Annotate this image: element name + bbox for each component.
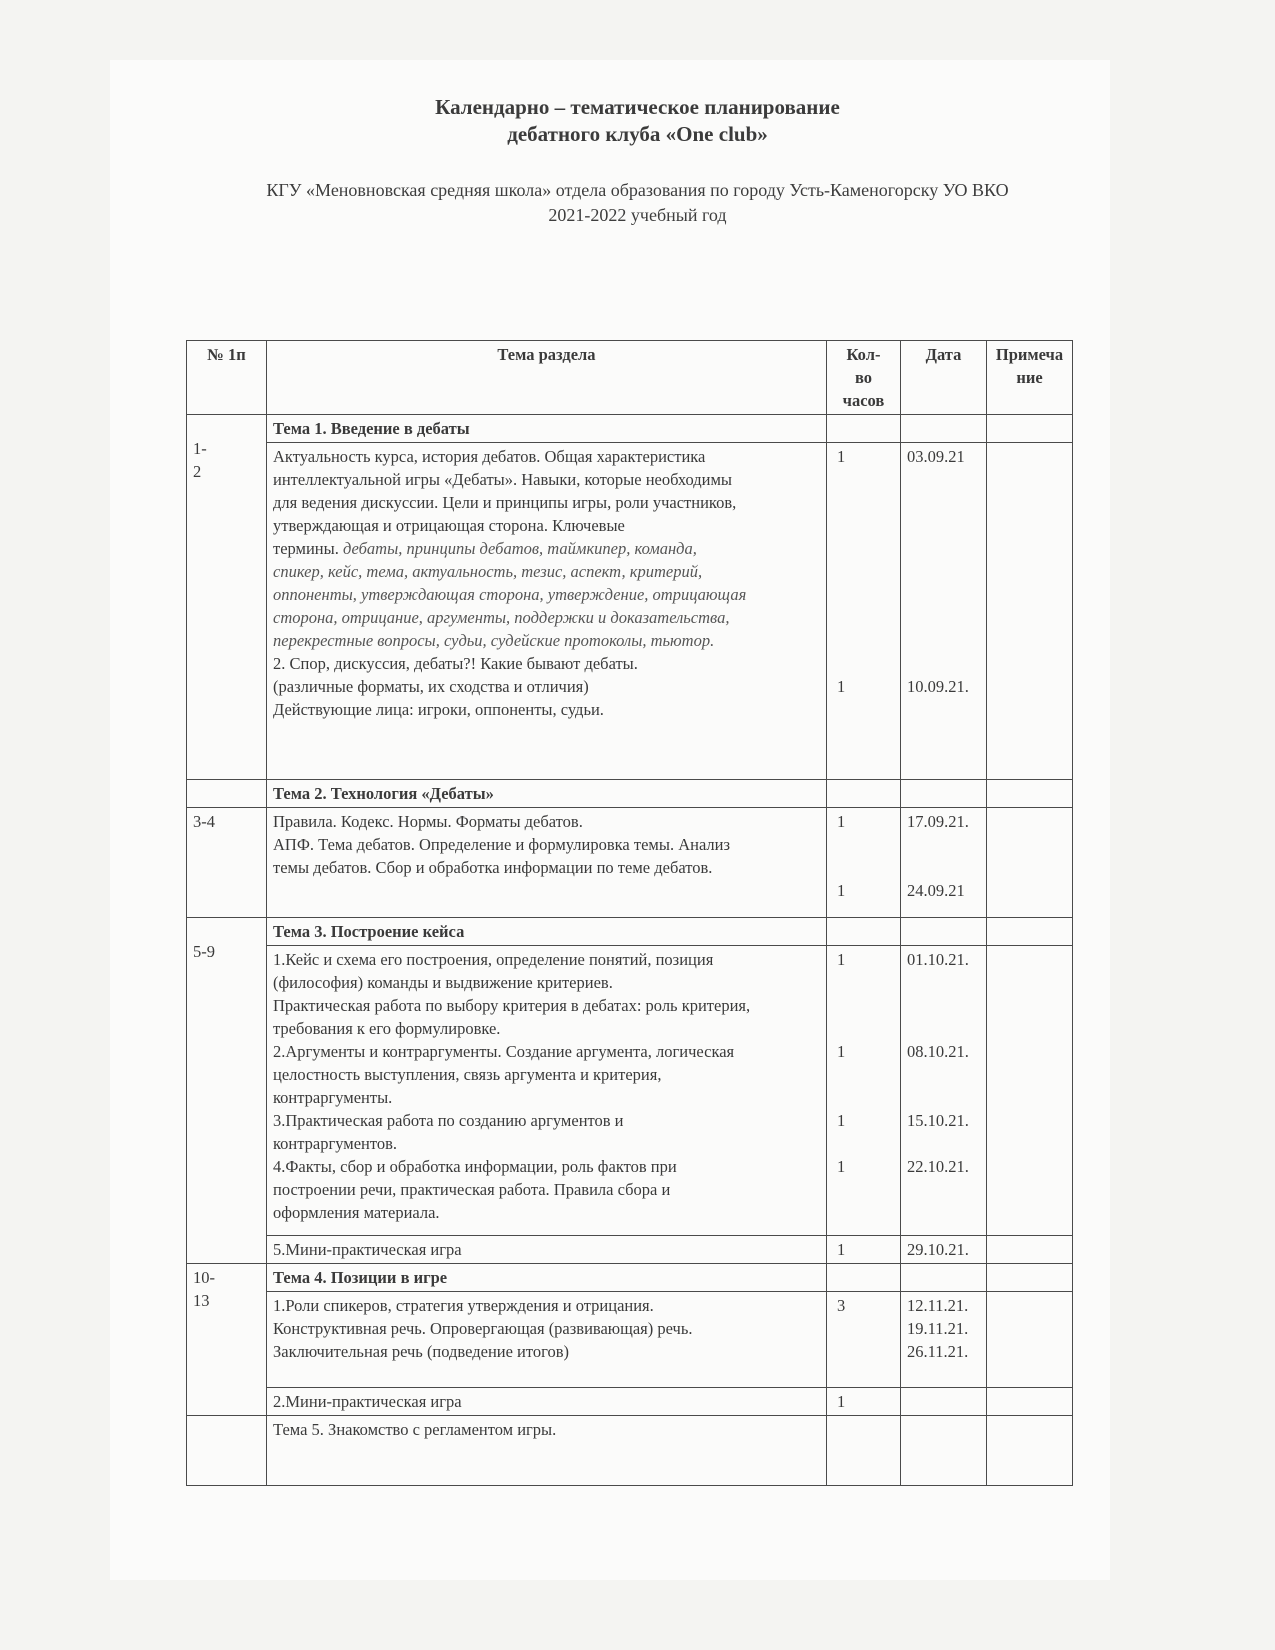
text-line: утверждающая и отрицающая сторона. Ключевые — [273, 516, 625, 535]
title-line-1: Календарно – тематическое планирование — [435, 95, 840, 119]
table-row — [187, 946, 1073, 1236]
text-line: 2.Аргументы и контраргументы. Создание аргумента, логическая — [273, 1042, 735, 1061]
text-line: целостность выступления, связь аргумента и критерия, — [273, 1065, 662, 1084]
text-line: (различные форматы, их сходства и отличия) — [273, 677, 589, 696]
text-line: построении речи, практическая работа. Правила сбора и — [273, 1180, 671, 1199]
date-value: 24.09.21 — [907, 881, 965, 900]
num-10-13-b: 13 — [193, 1291, 210, 1310]
topic-3-note — [987, 946, 1073, 1236]
topic-1-note — [987, 443, 1073, 780]
hours-value: 1 — [837, 881, 846, 900]
section-title-4: Тема 4. Позиции в игре — [267, 1264, 827, 1292]
text-line — [273, 537, 820, 560]
row-num-10-13 — [187, 1264, 267, 1416]
table-row — [187, 443, 1073, 780]
header-topic: Тема раздела — [267, 341, 827, 415]
topic-4-hours: 3 — [827, 1292, 901, 1388]
table-row — [187, 808, 1073, 918]
topic-3-content — [267, 946, 827, 1236]
topic-4-note — [987, 1292, 1073, 1388]
text-line: 2. Спор, дискуссия, дебаты?! Какие бывают дебаты. — [273, 654, 638, 673]
topic-3-dates — [901, 946, 987, 1236]
topic-4-content — [267, 1292, 827, 1388]
date-value: 12.11.21. — [907, 1296, 969, 1315]
topic-2-content — [267, 808, 827, 918]
date-value: 03.09.21 — [907, 447, 965, 466]
topic-4-dates — [901, 1292, 987, 1388]
hours-value: 1 — [827, 1388, 901, 1416]
hours-value: 1 — [837, 1042, 846, 1061]
key-terms: дебаты, принципы дебатов, таймкипер, команда, — [342, 539, 697, 558]
section-row-2 — [187, 780, 1073, 808]
date-value: 01.10.21. — [907, 950, 969, 969]
section-title-1: Тема 1. Введение в дебаты — [267, 415, 827, 443]
text-line: контраргументов. — [273, 1134, 398, 1153]
num-1-2-b: 2 — [193, 462, 202, 481]
section-title-3: Тема 3. Построение кейса — [267, 918, 827, 946]
header-num: № 1п — [187, 341, 267, 415]
date-value: 10.09.21. — [907, 677, 969, 696]
hours-value: 1 — [837, 812, 846, 831]
date-value: 26.11.21. — [907, 1342, 969, 1361]
text-line: оформления материала. — [273, 1203, 440, 1222]
num-1-2-a: 1- — [193, 439, 207, 458]
key-terms-line: спикер, кейс, тема, актуальность, тезис, аспект, критерий, — [273, 562, 703, 581]
header-hours-1: Кол- — [846, 345, 881, 364]
text-line: Правила. Кодекс. Нормы. Форматы дебатов. — [273, 812, 583, 831]
date-value: 15.10.21. — [907, 1111, 969, 1130]
hours-value: 1 — [837, 677, 846, 696]
header-hours-3: часов — [842, 391, 885, 410]
document-title — [0, 94, 1275, 148]
text-line: 3.Практическая работа по созданию аргументов и — [273, 1111, 624, 1130]
table-header-row — [187, 341, 1073, 415]
hours-value: 1 — [837, 1111, 846, 1130]
table-row — [187, 1292, 1073, 1388]
row-num-1-2 — [187, 415, 267, 780]
text-line: 1.Кейс и схема его построения, определение понятий, позиция — [273, 950, 714, 969]
text-line: Действующие лица: игроки, оппоненты, судьи. — [273, 700, 604, 719]
section-title-2: Тема 2. Технология «Дебаты» — [267, 780, 827, 808]
topic-1-dates — [901, 443, 987, 780]
text-line: АПФ. Тема дебатов. Определение и формулировка темы. Анализ — [273, 835, 730, 854]
key-terms-line: сторона, отрицание, аргументы, поддержки и доказательства, — [273, 608, 730, 627]
topic-3-mini-game: 5.Мини-практическая игра — [267, 1236, 827, 1264]
header-note — [987, 341, 1073, 415]
academic-year: 2021-2022 учебный год — [548, 205, 727, 225]
date-value: 17.09.21. — [907, 812, 969, 831]
text-line: 4.Факты, сбор и обработка информации, роль фактов при — [273, 1157, 677, 1176]
topic-4-mini-game: 2.Мини-практическая игра — [267, 1388, 827, 1416]
topic-2-dates — [901, 808, 987, 918]
text-line: Актуальность курса, история дебатов. Общая характеристика — [273, 447, 706, 466]
row-num-5-9: 5-9 — [187, 918, 267, 1264]
text-line: требования к его формулировке. — [273, 1019, 501, 1038]
document-subtitle — [0, 178, 1275, 228]
section-row-3 — [187, 918, 1073, 946]
hours-value: 1 — [837, 447, 846, 466]
section-row-4 — [187, 1264, 1073, 1292]
date-value: 19.11.21. — [907, 1319, 969, 1338]
key-terms-label: термины. — [273, 539, 343, 558]
key-terms-line: перекрестные вопросы, судьи, судейские протоколы, тьютор. — [273, 631, 715, 650]
planning-table — [186, 340, 1073, 1486]
text-line: контраргументы. — [273, 1088, 393, 1107]
hours-value: 1 — [837, 950, 846, 969]
topic-2-note — [987, 808, 1073, 918]
header-note-2: ние — [1016, 368, 1043, 387]
topic-1-content — [267, 443, 827, 780]
text-line: Заключительная речь (подведение итогов) — [273, 1342, 570, 1361]
key-terms-line: оппоненты, утверждающая сторона, утверждение, отрицающая — [273, 585, 747, 604]
header-hours-2: во — [854, 368, 873, 387]
date-value: 22.10.21. — [907, 1157, 969, 1176]
title-line-2: дебатного клуба «One club» — [507, 122, 768, 146]
hours-value: 1 — [837, 1157, 846, 1176]
text-line: (философия) команды и выдвижение критериев. — [273, 973, 613, 992]
row-num-3-4: 3-4 — [187, 808, 267, 918]
text-line: темы дебатов. Сбор и обработка информации по теме дебатов. — [273, 858, 713, 877]
organization-name: КГУ «Меновновская средняя школа» отдела образования по городу Усть-Каменогорску УО ВКО — [266, 180, 1009, 200]
section-row-1 — [187, 415, 1073, 443]
hours-value: 1 — [827, 1236, 901, 1264]
header-note-1: Примеча — [995, 345, 1064, 364]
date-value: 08.10.21. — [907, 1042, 969, 1061]
header-date: Дата — [901, 341, 987, 415]
num-10-13-a: 10- — [193, 1268, 215, 1287]
topic-1-hours — [827, 443, 901, 780]
text-line: Конструктивная речь. Опровергающая (развивающая) речь. — [273, 1319, 693, 1338]
text-line: 1.Роли спикеров, стратегия утверждения и отрицания. — [273, 1296, 654, 1315]
text-line: интеллектуальной игры «Дебаты». Навыки, которые необходимы — [273, 470, 733, 489]
table-row — [187, 1388, 1073, 1416]
topic-3-hours — [827, 946, 901, 1236]
text-line: Практическая работа по выбору критерия в дебатах: роль критерия, — [273, 996, 751, 1015]
section-title-5: Тема 5. Знакомство с регламентом игры. — [267, 1416, 827, 1486]
topic-2-hours — [827, 808, 901, 918]
text-line: для ведения дискуссии. Цели и принципы игры, роли участников, — [273, 493, 737, 512]
table-row — [187, 1236, 1073, 1264]
table-row — [187, 1416, 1073, 1486]
date-value: 29.10.21. — [901, 1236, 987, 1264]
header-hours — [827, 341, 901, 415]
